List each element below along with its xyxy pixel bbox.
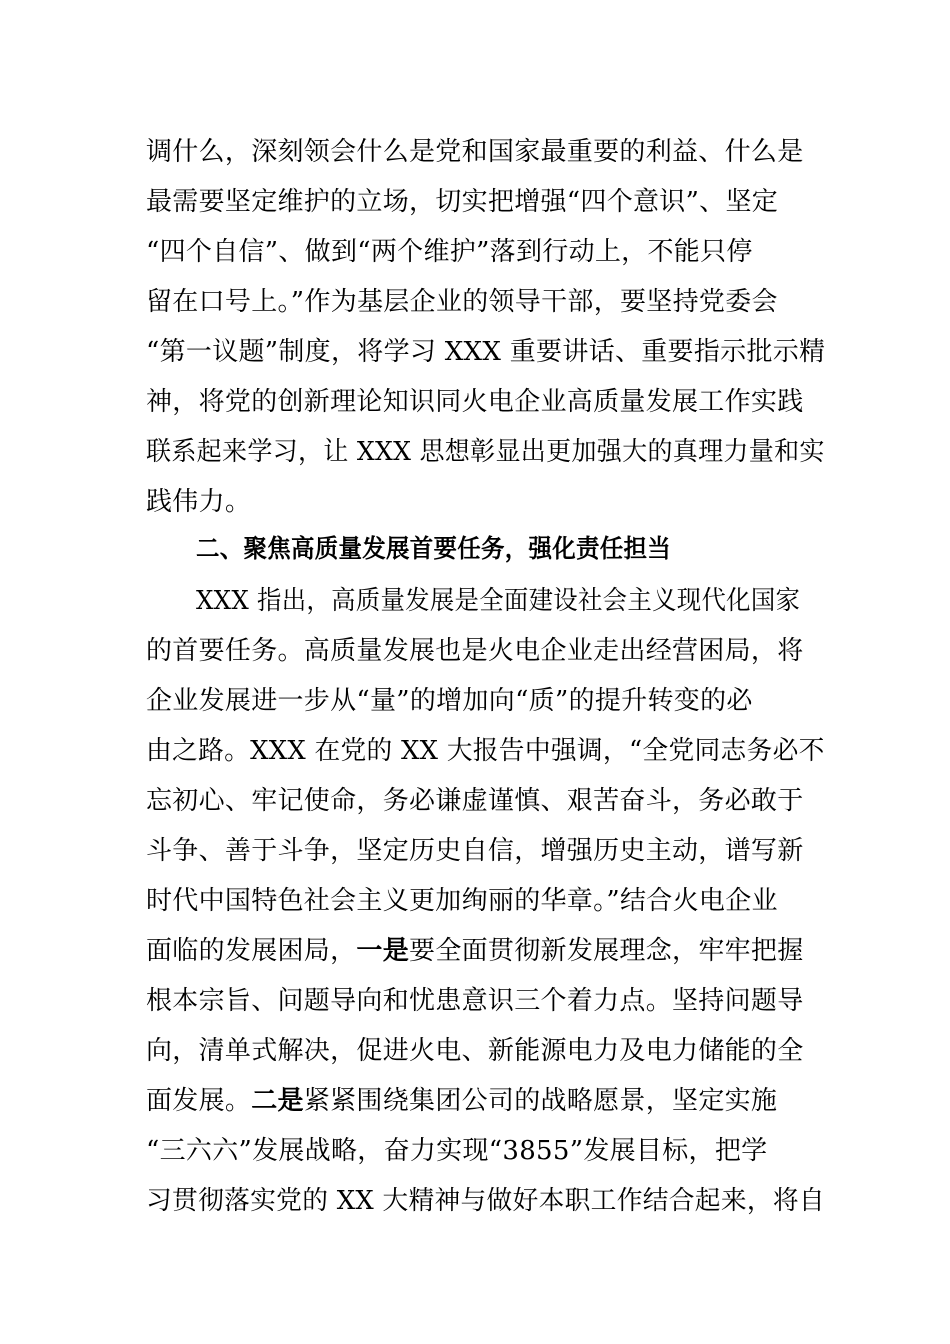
text-line: 调什么，深刻领会什么是党和国家最重要的利益、什么是 xyxy=(146,137,804,167)
text-line: 时代中国特色社会主义更加绚丽的华章。”结合火电企业 xyxy=(146,886,778,916)
emphasis-text: 二是 xyxy=(251,1086,304,1116)
text-line xyxy=(146,1083,816,1119)
text-line: 斗争、善于斗争，坚定历史自信，增强历史主动，谱写新 xyxy=(146,836,804,866)
section-heading: 二、聚焦高质量发展首要任务，强化责任担当 xyxy=(196,534,672,563)
text-segment: 要全面贯彻新发展理念，牢牢把握 xyxy=(409,936,804,966)
text-line: 神，将党的创新理论知识同火电企业高质量发展工作实践 xyxy=(146,387,804,417)
text-line: 根本宗旨、问题导向和忧患意识三个着力点。坚持问题导 xyxy=(146,986,804,1016)
text-line xyxy=(146,933,816,969)
text-line: “四个自信”、做到“两个维护”落到行动上，不能只停 xyxy=(146,237,753,267)
text-line: “第一议题”制度，将学习 XXX 重要讲话、重要指示批示精 xyxy=(146,337,826,367)
emphasis-text: 一是 xyxy=(356,936,410,966)
text-segment: 紧紧围绕集团公司的战略愿景，坚定实施 xyxy=(303,1086,778,1116)
text-line: 向，清单式解决，促进火电、新能源电力及电力储能的全 xyxy=(146,1036,804,1066)
text-line: 留在口号上。”作为基层企业的领导干部，要坚持党委会 xyxy=(146,287,778,317)
text-segment: 面临的发展困局， xyxy=(146,936,357,966)
text-line: 由之路。XXX 在党的 XX 大报告中强调，“全党同志务必不 xyxy=(146,736,825,766)
text-line: “三六六”发展战略，奋力实现“3855”发展目标，把学 xyxy=(146,1136,768,1166)
text-line: 企业发展进一步从“量”的增加向“质”的提升转变的必 xyxy=(146,686,753,716)
text-line: 践伟力。 xyxy=(146,487,252,517)
text-line: XXX 指出，高质量发展是全面建设社会主义现代化国家 xyxy=(196,586,801,616)
text-line: 最需要坚定维护的立场，切实把增强“四个意识”、坚定 xyxy=(146,187,779,217)
text-segment: 面发展。 xyxy=(146,1086,252,1116)
text-line: 联系起来学习，让 XXX 思想彰显出更加强大的真理力量和实 xyxy=(146,437,825,467)
text-line: 忘初心、牢记使命，务必谦虚谨慎、艰苦奋斗，务必敢于 xyxy=(146,786,804,816)
text-line: 习贯彻落实党的 XX 大精神与做好本职工作结合起来，将自 xyxy=(146,1186,825,1216)
text-line: 的首要任务。高质量发展也是火电企业走出经营困局，将 xyxy=(146,636,804,666)
